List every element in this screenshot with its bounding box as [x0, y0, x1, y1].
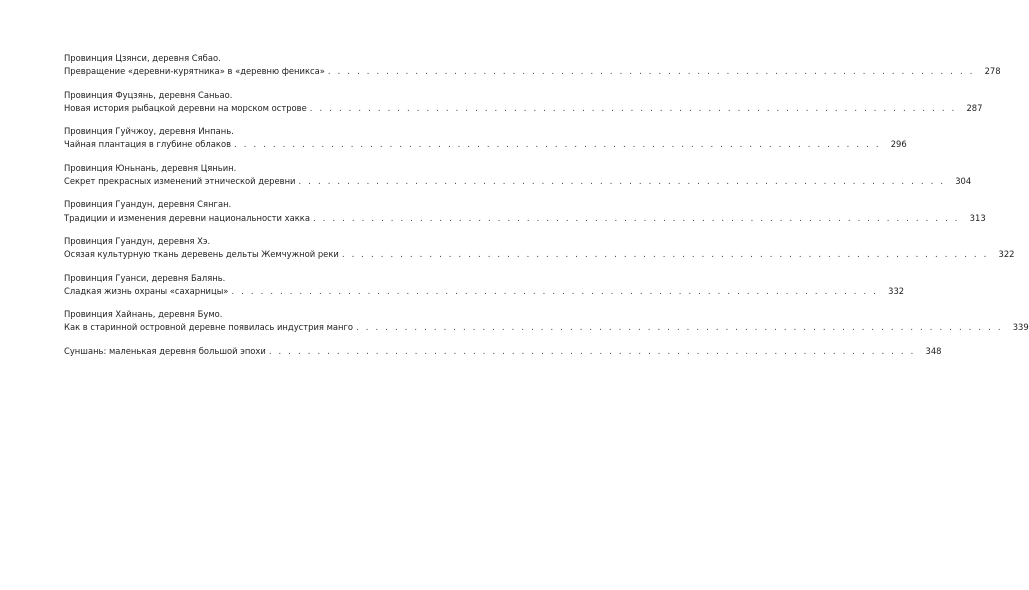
- toc-entry-title: Суншань: маленькая деревня большой эпохи: [64, 345, 266, 356]
- toc-page-number: 348: [925, 345, 942, 356]
- toc-page-number: 313: [969, 212, 986, 223]
- dot-leader: [269, 345, 916, 358]
- toc-entry: [64, 235, 1015, 262]
- table-of-contents: [64, 52, 1029, 368]
- toc-entry-title-line: [64, 212, 986, 225]
- toc-page-number: 304: [955, 176, 972, 187]
- toc-entry-title: Секрет прекрасных изменений этнической деревни: [64, 176, 296, 187]
- toc-entry: [64, 272, 905, 299]
- toc-entry-title-line: [64, 102, 983, 115]
- toc-entry-heading: Провинция Фуцзянь, деревня Саньао.: [64, 89, 233, 100]
- toc-page-number: 322: [998, 249, 1015, 260]
- dot-leader: [313, 212, 960, 225]
- toc-entry-title-line: [64, 248, 1015, 261]
- dot-leader: [299, 175, 946, 188]
- dot-leader: [231, 285, 878, 298]
- toc-page-number: 332: [888, 285, 905, 296]
- toc-entry-title-line: [64, 321, 1029, 334]
- toc-entry-title: Сладкая жизнь охраны «сахарницы»: [64, 285, 229, 296]
- toc-entry-heading: Провинция Гуанси, деревня Балянь.: [64, 272, 226, 283]
- toc-entry: [64, 125, 907, 152]
- toc-page-number: 278: [984, 66, 1001, 77]
- toc-entry-heading: Провинция Гуйчжоу, деревня Инпань.: [64, 126, 234, 137]
- toc-entry-title: Превращение «деревни-курятника» в «деревню феникса»: [64, 66, 325, 77]
- toc-entry: [64, 198, 986, 225]
- toc-entry-title-line: [64, 345, 942, 358]
- dot-leader: [342, 248, 989, 261]
- toc-entry-heading: Провинция Гуандун, деревня Хэ.: [64, 235, 211, 246]
- toc-entry-title: Традиции и изменения деревни национальности хакка: [64, 212, 310, 223]
- toc-entry: [64, 308, 1029, 335]
- toc-entry: [64, 89, 983, 116]
- toc-entry-heading: Провинция Хайнань, деревня Бумо.: [64, 309, 223, 320]
- toc-entry-title-line: [64, 65, 1001, 78]
- toc-entry-title-line: [64, 175, 972, 188]
- toc-entry-title: Новая история рыбацкой деревни на морском острове: [64, 102, 307, 113]
- dot-leader: [310, 102, 957, 115]
- toc-entry-title: Осязая культурную ткань деревень дельты Жемчужной реки: [64, 249, 339, 260]
- toc-entry-heading: Провинция Гуандун, деревня Сянган.: [64, 199, 232, 210]
- toc-entry-title: Чайная плантация в глубине облаков: [64, 139, 232, 150]
- toc-entry-title-line: [64, 138, 907, 151]
- toc-entry-heading: Провинция Юньнань, деревня Цяньин.: [64, 162, 237, 173]
- toc-page-number: 296: [890, 139, 907, 150]
- toc-entry-heading: Провинция Цзянси, деревня Сябао.: [64, 53, 221, 63]
- toc-entry-title: Как в старинной островной деревне появилась индустрия манго: [64, 322, 354, 333]
- dot-leader: [328, 65, 975, 78]
- toc-entry: [64, 52, 1001, 79]
- dot-leader: [234, 138, 881, 151]
- toc-page-number: 339: [1012, 322, 1029, 333]
- toc-entry: [64, 162, 972, 189]
- toc-entry: [64, 345, 942, 358]
- toc-entry-title-line: [64, 285, 905, 298]
- toc-page-number: 287: [966, 102, 983, 113]
- dot-leader: [356, 321, 1003, 334]
